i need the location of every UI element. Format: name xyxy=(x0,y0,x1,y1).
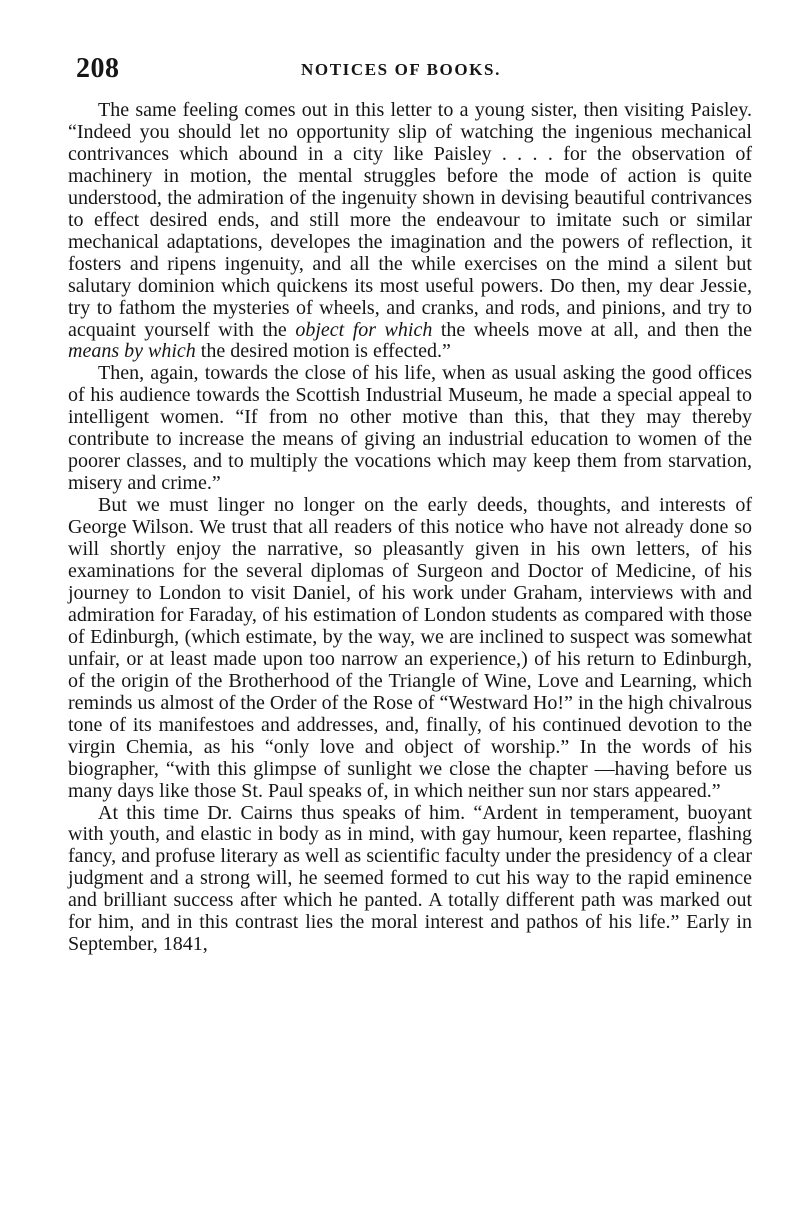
body-text xyxy=(68,100,752,956)
italic-segment: object for which xyxy=(295,318,433,341)
italic-segment: means by which xyxy=(68,340,196,363)
text-segment: The same feeling comes out in this letter to a young sister, then visiting Paisley. “Indeed you should let no opportunity slip of watching the ingenious mechanical contrivances which abound in a city like Paisley . . . . for the observation of machinery in motion, the mental struggles before the mode of action is quite understood, the admiration of the ingenuity shown in devising beautiful contrivances to effect desired ends, and still more the endeavour to imitate such or similar mechanical adaptations, developes the imagination and the powers of reflection, it fosters and ripens ingenuity, and all the while exercises on the mind a silent but salutary dominion which quickens its most useful powers. Do then, my dear Jessie, try to fathom the mysteries of wheels, and cranks, and rods, and pinions, and try to acquaint yourself with the xyxy=(68,99,752,341)
text-segment: the desired motion is effected.” xyxy=(195,340,451,363)
paragraph-early-deeds xyxy=(68,495,752,802)
running-title: NOTICES OF BOOKS. xyxy=(301,60,501,79)
text-segment: the wheels move at all, and then the xyxy=(432,318,753,341)
paragraph-appeal-to-women xyxy=(68,363,752,495)
paragraph-cairns-quote xyxy=(68,803,752,957)
paragraph-letter-to-sister xyxy=(68,100,752,363)
page-number: 208 xyxy=(76,53,120,84)
page-header xyxy=(76,52,752,86)
text-segment: But we must linger no longer on the early deeds, thoughts, and interests of George Wilson. We trust that all readers of this notice who have not already done so will shortly enjoy the narrative, so pleasantly given in his own letters, of his examinations for the several diplomas of Surgeon and Doctor of Medicine, of his journey to London to visit Daniel, of his work under Graham, interviews with and admiration for Faraday, of his estimation of London students as compared with those of Edinburgh, (which estimate, by the way, we are inclined to suspect was somewhat unfair, or at least made upon too narrow an experience,) of his return to Edinburgh, of the origin of the Brotherhood of the Triangle of Wine, Love and Learning, which reminds us almost of the Order of the Rose of “Westward Ho!” in the high chivalrous tone of its manifestoes and addresses, and, finally, of his continued devotion to the virgin Chemia, as his “only love and object of worship.” In the words of his biographer, “with this glimpse of sunlight we close the chapter —having before us many days like those St. Paul speaks of, in which neither sun nor stars appeared.” xyxy=(68,494,752,802)
text-segment: Then, again, towards the close of his life, when as usual asking the good offices of his audience towards the Scottish Industrial Museum, he made a special appeal to intelligent women. “If from no other motive than this, that they may thereby contribute to increase the means of giving an industrial education to women of the poorer classes, and to multiply the vocations which may keep them from starvation, misery and crime.” xyxy=(68,362,752,495)
text-segment: At this time Dr. Cairns thus speaks of him. “Ardent in temperament, buoyant with youth, and elastic in body as in mind, with gay humour, keen repartee, flashing fancy, and profuse literary as well as scientific faculty under the presidency of a clear judgment and a strong will, he seemed formed to cut his way to the rapid eminence and brilliant success after which he panted. A totally different path was marked out for him, and in this contrast lies the moral interest and pathos of his life.” Early in September, 1841, xyxy=(68,801,752,956)
